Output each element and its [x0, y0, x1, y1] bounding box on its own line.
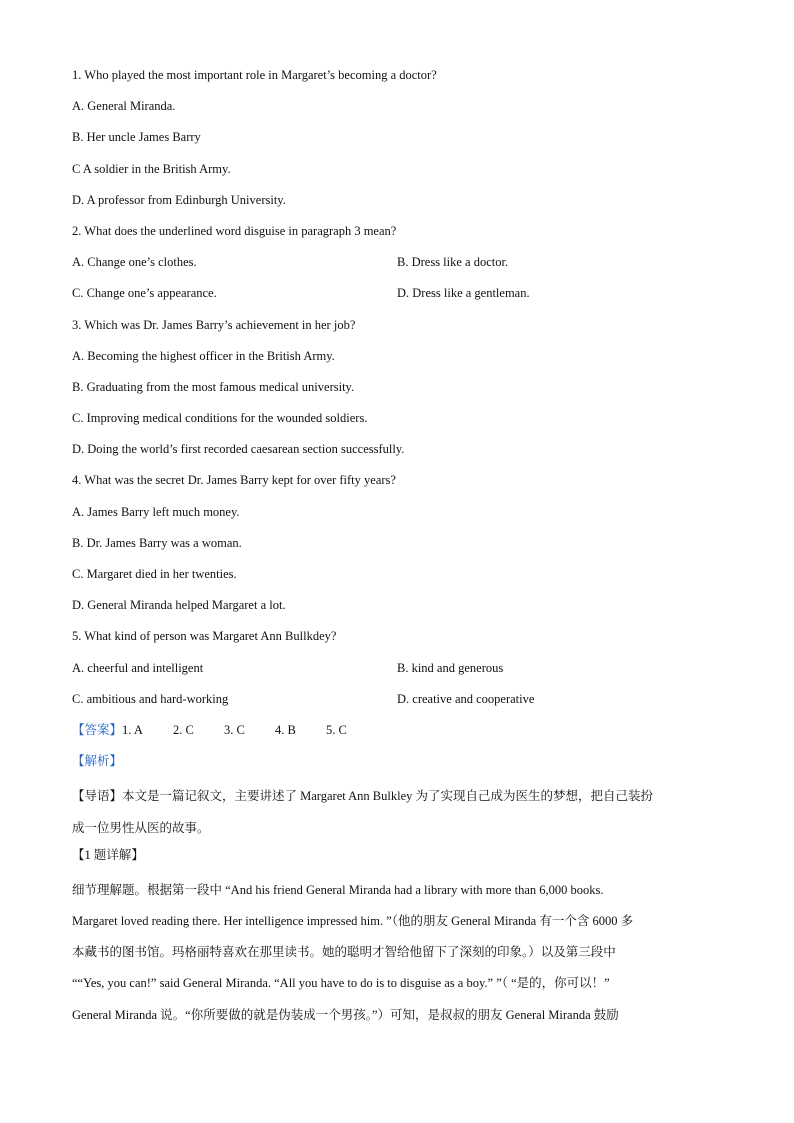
question-3-option-d: D. Doing the world’s first recorded caesarean section successfully. — [72, 442, 405, 457]
detail-paragraph — [72, 875, 732, 1031]
question-4-option-d: D. General Miranda helped Margaret a lot. — [72, 598, 286, 613]
guide-label: 【导语】 — [72, 789, 123, 804]
answer-1: 1. A — [122, 722, 143, 737]
guide-text-1: 本文是一篇记叙文，主要讲述了 Margaret Ann Bulkley 为了实现自己成为医生的梦想，把自己装扮 — [122, 789, 654, 804]
question-3-option-b: B. Graduating from the most famous medical university. — [72, 379, 355, 394]
answer-5: 5. C — [326, 722, 347, 737]
question-1-option-b: B. Her uncle James Barry — [72, 130, 201, 145]
question-1-stem: 1. Who played the most important role in Margaret’s becoming a doctor? — [72, 68, 437, 82]
answer-4: 4. B — [275, 722, 296, 737]
guide-line-1 — [72, 781, 732, 812]
document-page — [72, 64, 732, 1031]
answer-3: 3. C — [224, 722, 245, 737]
question-5-options-row-1 — [72, 657, 732, 688]
question-5-option-a: A. cheerful and intelligent — [72, 660, 204, 675]
question-1-option-c: C A soldier in the British Army. — [72, 161, 231, 176]
question-4-option-a: A. James Barry left much money. — [72, 504, 240, 519]
answer-2: 2. C — [173, 722, 194, 737]
question-3-option-c: C. Improving medical conditions for the wounded soldiers. — [72, 411, 368, 426]
question-5-option-c: C. ambitious and hard-working — [72, 691, 229, 706]
question-5-option-b: B. kind and generous — [397, 660, 504, 675]
question-5-option-d: D. creative and cooperative — [397, 691, 535, 706]
question-5-options-row-2 — [72, 688, 732, 719]
guide-paragraph — [72, 781, 732, 843]
question-4-option-b: B. Dr. James Barry was a woman. — [72, 535, 242, 550]
detail-line-3: 本藏书的图书馆。玛格丽特喜欢在那里读书。她的聪明才智给他留下了深刻的印象。）以及第三段中 — [72, 945, 616, 960]
answer-label: 【答案】 — [72, 722, 123, 737]
answer-line — [72, 719, 732, 750]
question-3-option-a: A. Becoming the highest officer in the British Army. — [72, 348, 335, 363]
question-2-option-d: D. Dress like a gentleman. — [397, 286, 530, 301]
question-3-stem: 3. Which was Dr. James Barry’s achievement in her job? — [72, 317, 356, 332]
question-2-option-a: A. Change one’s clothes. — [72, 255, 197, 270]
question-5-stem: 5. What kind of person was Margaret Ann Bullkdey? — [72, 629, 337, 644]
question-2-option-b: B. Dress like a doctor. — [397, 255, 509, 270]
question-2-option-c: C. Change one’s appearance. — [72, 286, 217, 301]
analysis-heading — [72, 750, 732, 781]
detail-line-2: Margaret loved reading there. Her intelligence impressed him. ”（他的朋友 General Miranda 有一个含 6000 多 — [72, 914, 634, 929]
detail-line-1: 细节理解题。根据第一段中 “And his friend General Miranda had a library with more than 6,000 books. — [72, 882, 604, 897]
question-4-option-c: C. Margaret died in her twenties. — [72, 567, 237, 581]
question-4-stem: 4. What was the secret Dr. James Barry kept for over fifty years? — [72, 473, 396, 488]
detail-line-4: ““Yes, you can!” said General Miranda. “All you have to do is to disguise as a boy.” ”（ “是的，你可以！” — [72, 976, 610, 991]
question-2-options-row-2 — [72, 282, 732, 313]
detail-heading: 【1 题详解】 — [72, 847, 144, 862]
question-1-option-d: D. A professor from Edinburgh University. — [72, 192, 286, 207]
guide-line-2: 成一位男性从医的故事。 — [72, 820, 210, 835]
detail-line-5: General Miranda 说。“你所要做的就是伪装成一个男孩。”）可知，是叔叔的朋友 General Miranda 鼓励 — [72, 1007, 619, 1022]
question-2-stem: 2. What does the underlined word disguise in paragraph 3 mean? — [72, 223, 397, 238]
analysis-label: 【解析】 — [72, 754, 123, 769]
question-2-options-row-1 — [72, 251, 732, 282]
question-1-option-a: A. General Miranda. — [72, 99, 176, 114]
